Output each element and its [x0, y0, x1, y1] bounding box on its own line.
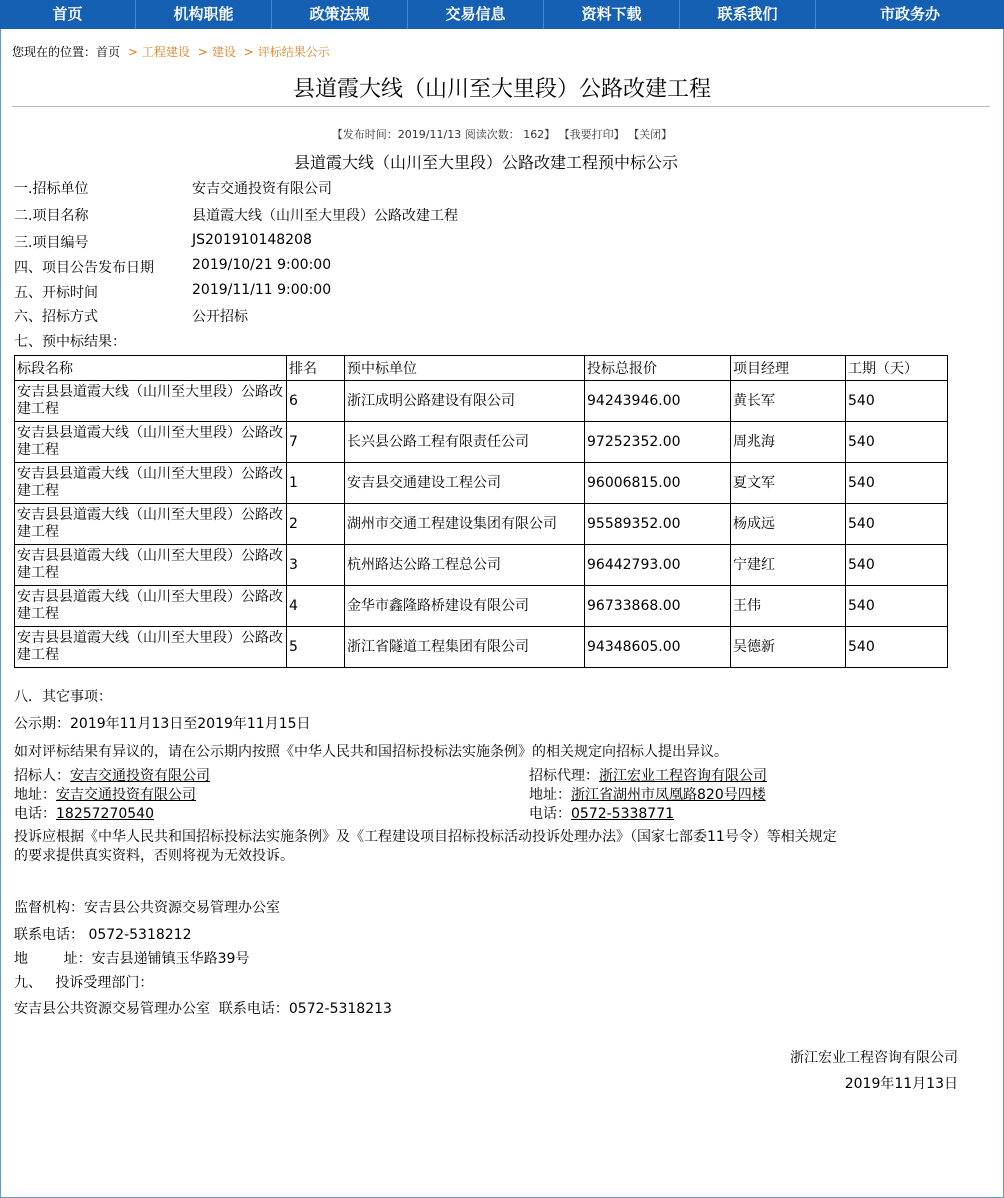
cell-section: 安吉县县道霞大线（山川至大里段）公路改建工程	[15, 463, 287, 504]
cell-duration: 540	[846, 381, 948, 422]
info-label: 二.项目名称	[14, 208, 89, 224]
cell-bidder: 长兴县公路工程有限责任公司	[345, 422, 585, 463]
cell-manager: 宁建红	[731, 545, 846, 586]
cell-section: 安吉县县道霞大线（山川至大里段）公路改建工程	[15, 627, 287, 668]
cell-manager: 周兆海	[731, 422, 846, 463]
agent-link[interactable]: 浙江宏业工程咨询有限公司	[599, 768, 767, 784]
publish-info: 【发布时间：2019/11/13 阅读次数： 162】	[331, 128, 556, 141]
cell-price: 96733868.00	[585, 586, 731, 627]
cell-rank: 6	[287, 381, 345, 422]
breadcrumb	[12, 43, 330, 60]
cell-rank: 1	[287, 463, 345, 504]
cell-manager: 吴德新	[731, 627, 846, 668]
agent-line	[529, 765, 767, 785]
info-value: 安吉交通投资有限公司	[192, 181, 332, 197]
cell-duration: 540	[846, 504, 948, 545]
column-header: 项目经理	[731, 356, 846, 381]
breadcrumb-separator: >	[197, 45, 208, 59]
signature-date: 2019年11月13日	[844, 1076, 958, 1092]
page-title: 县道霞大线（山川至大里段）公路改建工程	[292, 77, 711, 102]
cell-section: 安吉县县道霞大线（山川至大里段）公路改建工程	[15, 381, 287, 422]
cell-duration: 540	[846, 463, 948, 504]
info-value: 公开招标	[192, 309, 248, 325]
complaint-notice-2: 的要求提供真实资料，否则将视为无效投诉。	[14, 848, 294, 864]
cell-price: 94243946.00	[585, 381, 731, 422]
breadcrumb-home[interactable]: 首页	[96, 45, 121, 59]
table-row	[15, 627, 948, 668]
agent-label: 招标代理：	[529, 768, 599, 784]
cell-rank: 4	[287, 586, 345, 627]
info-label: 七、预中标结果：	[14, 334, 126, 350]
cell-bidder: 浙江省隧道工程集团有限公司	[345, 627, 585, 668]
cell-price: 94348605.00	[585, 627, 731, 668]
cell-price: 96006815.00	[585, 463, 731, 504]
tenderer-label: 招标人：	[14, 768, 70, 784]
complaint-notice-1: 投诉应根据《中华人民共和国招标投标法实施条例》及《工程建设项目招标投标活动投诉处理办法》（国家七部委11号令）等相关规定	[14, 829, 837, 845]
section-nine-heading: 九、 投诉受理部门：	[14, 975, 154, 991]
info-value: 县道霞大线（山川至大里段）公路改建工程	[192, 208, 458, 224]
cell-manager: 杨成远	[731, 504, 846, 545]
notice-title: 县道霞大线（山川至大里段）公路改建工程预中标公示	[293, 153, 678, 172]
breadcrumb-separator: >	[127, 45, 138, 59]
column-header: 排名	[287, 356, 345, 381]
cell-rank: 7	[287, 422, 345, 463]
tenderer-link[interactable]: 安吉交通投资有限公司	[70, 768, 210, 784]
phone-label: 电话：	[14, 806, 56, 822]
info-value: 2019/11/11 9:00:00	[192, 282, 332, 298]
complaint-dept: 安吉县公共资源交易管理办公室 联系电话：0572-5318213	[14, 1001, 392, 1017]
table-row	[15, 504, 948, 545]
agent-address-line	[529, 784, 766, 804]
nav-policies[interactable]: 政策法规	[272, 0, 408, 29]
cell-bidder: 金华市鑫隆路桥建设有限公司	[345, 586, 585, 627]
breadcrumb-separator: >	[243, 45, 254, 59]
cell-bidder: 杭州路达公路工程总公司	[345, 545, 585, 586]
supervision-address	[14, 948, 249, 968]
title-divider	[12, 106, 990, 107]
publicity-period: 公示期：2019年11月13日至2019年11月15日	[14, 716, 311, 732]
cell-manager: 王伟	[731, 586, 846, 627]
table-row	[15, 422, 948, 463]
close-link[interactable]: 【关闭】	[628, 128, 673, 141]
tenderer-line	[14, 765, 210, 785]
info-label: 五、开标时间	[14, 285, 98, 301]
cell-price: 97252352.00	[585, 422, 731, 463]
breadcrumb-engineering[interactable]: 工程建设	[141, 45, 190, 59]
cell-price: 96442793.00	[585, 545, 731, 586]
nav-city-gov[interactable]: 市政务办	[879, 5, 940, 23]
breadcrumb-prefix: 您现在的位置：	[12, 45, 97, 59]
results-table	[14, 355, 948, 668]
cell-section: 安吉县县道霞大线（山川至大里段）公路改建工程	[15, 545, 287, 586]
tenderer-phone-line	[14, 803, 154, 823]
top-nav	[0, 0, 1004, 29]
cell-bidder: 湖州市交通工程建设集团有限公司	[345, 504, 585, 545]
agent-address[interactable]: 浙江省湖州市凤凰路820号四楼	[571, 787, 766, 803]
breadcrumb-results[interactable]: 评标结果公示	[257, 45, 330, 59]
cell-duration: 540	[846, 627, 948, 668]
table-row	[15, 586, 948, 627]
nav-downloads[interactable]: 资料下载	[544, 0, 680, 29]
column-header: 工期（天）	[846, 356, 948, 381]
table-header	[15, 356, 948, 381]
tenderer-address-line	[14, 784, 196, 804]
cell-price: 95589352.00	[585, 504, 731, 545]
info-value: 2019/10/21 9:00:00	[192, 257, 332, 273]
nav-home[interactable]: 首页	[0, 0, 136, 29]
signature-company: 浙江宏业工程咨询有限公司	[790, 1050, 958, 1066]
info-label: 四、项目公告发布日期	[14, 260, 154, 276]
tenderer-address[interactable]: 安吉交通投资有限公司	[56, 787, 196, 803]
phone-label: 电话：	[529, 806, 571, 822]
table-row	[15, 381, 948, 422]
info-label: 一.招标单位	[14, 181, 89, 197]
column-header: 预中标单位	[345, 356, 585, 381]
objection-notice: 如对评标结果有异议的，请在公示期内按照《中华人民共和国招标投标法实施条例》的相关规定向招标人提出异议。	[14, 744, 728, 760]
article-meta	[0, 126, 1004, 142]
supervision-org: 监督机构：安吉县公共资源交易管理办公室	[14, 900, 280, 916]
tenderer-phone[interactable]: 18257270540	[56, 806, 154, 822]
column-header: 标段名称	[15, 356, 287, 381]
address-label: 地址：	[14, 787, 56, 803]
cell-bidder: 安吉县交通建设工程公司	[345, 463, 585, 504]
address-label: 地 址：	[14, 951, 92, 967]
breadcrumb-construction[interactable]: 建设	[211, 45, 236, 59]
cell-duration: 540	[846, 422, 948, 463]
nav-trade-info[interactable]: 交易信息	[408, 0, 544, 29]
print-link[interactable]: 【我要打印】	[558, 128, 625, 141]
agent-phone[interactable]: 0572-5338771	[571, 806, 675, 822]
info-label: 三.项目编号	[14, 235, 89, 251]
cell-section: 安吉县县道霞大线（山川至大里段）公路改建工程	[15, 422, 287, 463]
address-label: 地址：	[529, 787, 571, 803]
nav-institution[interactable]: 机构职能	[136, 0, 272, 29]
supervision-phone: 联系电话： 0572-5318212	[14, 927, 192, 943]
other-heading: 八．其它事项：	[14, 689, 112, 705]
info-label: 六、招标方式	[14, 309, 98, 325]
table-row	[15, 545, 948, 586]
cell-rank: 5	[287, 627, 345, 668]
cell-rank: 2	[287, 504, 345, 545]
cell-duration: 540	[846, 545, 948, 586]
table-row	[15, 463, 948, 504]
column-header: 投标总报价	[585, 356, 731, 381]
cell-bidder: 浙江成明公路建设有限公司	[345, 381, 585, 422]
info-value: JS201910148208	[192, 232, 312, 248]
cell-manager: 夏文军	[731, 463, 846, 504]
cell-duration: 540	[846, 586, 948, 627]
cell-manager: 黄长军	[731, 381, 846, 422]
cell-section: 安吉县县道霞大线（山川至大里段）公路改建工程	[15, 504, 287, 545]
cell-section: 安吉县县道霞大线（山川至大里段）公路改建工程	[15, 586, 287, 627]
agent-phone-line	[529, 803, 674, 823]
cell-rank: 3	[287, 545, 345, 586]
nav-contact[interactable]: 联系我们	[680, 0, 816, 29]
address-value: 安吉县递铺镇玉华路39号	[91, 951, 250, 967]
